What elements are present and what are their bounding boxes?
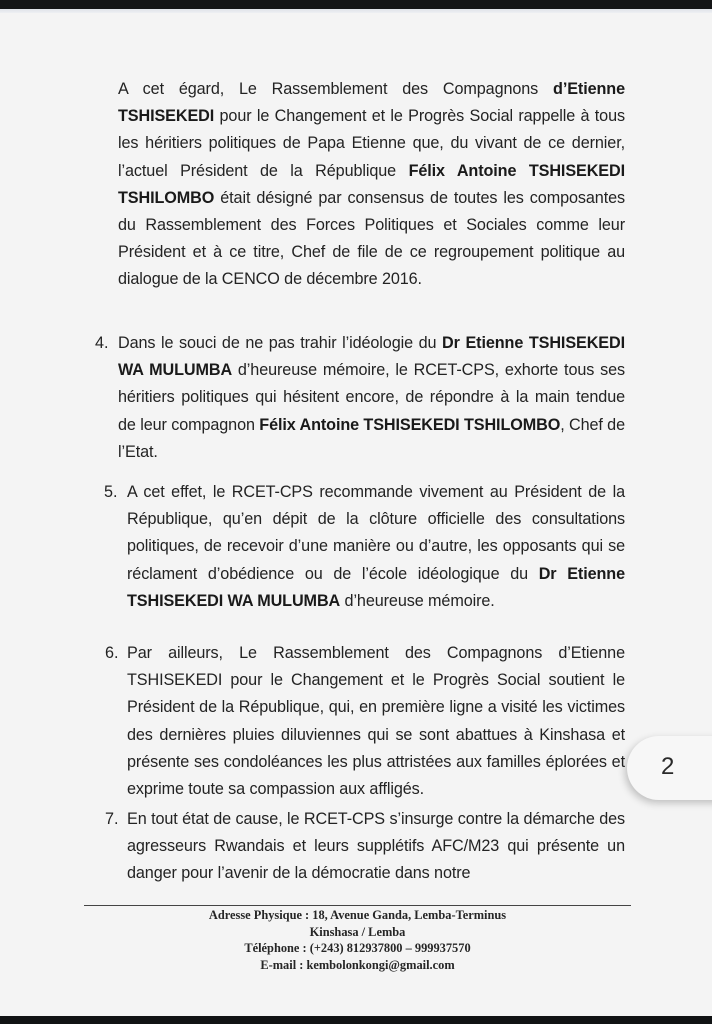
footer-phone: Téléphone : (+243) 812937800 – 999937570 xyxy=(244,941,471,955)
bold-text: Félix Antoine TSHISEKEDI TSHILOMBO xyxy=(259,415,561,434)
page-number: 2 xyxy=(661,753,675,780)
bottom-navigation-bar xyxy=(0,1016,712,1024)
body-text: était désigné par consensus de toutes les composantes du Rassemblement des Forces Politiques et Sociales comme leur Président et à ce titre, Chef de file de ce regroupement politique au dialogue de la CENCO de décembre 2016. xyxy=(118,188,625,289)
footer-divider xyxy=(84,905,631,906)
list-item-5 xyxy=(127,479,625,615)
bold-text: Dr Etienne TSHISEKEDI WA MULUMBA xyxy=(118,334,625,380)
intro-paragraph xyxy=(118,76,625,294)
bold-text: Félix Antoine TSHISEKEDI TSHILOMBO xyxy=(118,161,625,207)
bold-text: d’Etienne TSHISEKEDI xyxy=(118,80,625,126)
bold-text: Dr Etienne TSHISEKEDI WA MULUMBA xyxy=(127,564,625,610)
footer-city: Kinshasa / Lemba xyxy=(309,924,406,939)
body-text: d’heureuse mémoire. xyxy=(340,591,495,610)
body-text: d’heureuse mémoire, le RCET-CPS, exhorte tous ses héritiers politiques qui hésitent encore, de répondre à la main tendue de leur compagnon xyxy=(118,361,625,434)
top-status-bar xyxy=(0,0,712,9)
item-number: 7. xyxy=(105,810,119,828)
body-text: , Chef de l’Etat. xyxy=(118,415,625,461)
item-number: 6. xyxy=(105,644,119,662)
item-number: 4. xyxy=(95,334,109,352)
footer-address: Adresse Physique : 18, Avenue Ganda, Lemba-Terminus xyxy=(208,908,507,922)
list-item-4 xyxy=(118,330,625,466)
footer-email: E-mail : kembolonkongi@gmail.com xyxy=(260,957,455,972)
body-text: Par ailleurs, Le Rassemblement des Compagnons d’Etienne TSHISEKEDI pour le Changement et le Progrès Social soutient le Président de la République, qui, en première ligne a visité les victimes des dernières pluies diluviennes qui se sont abattues à Kinshasa et présente ses condoléances les plus attristées aux familles éplorées et exprime toute sa compassion aux affligés. xyxy=(127,644,625,799)
body-text: En tout état de cause, le RCET-CPS s’insurge contre la démarche des agresseurs Rwandais et leurs supplétifs AFC/M23 qui présente un danger pour l’avenir de la démocratie dans notre xyxy=(127,810,625,883)
body-text: pour le Changement et le Progrès Social rappelle à tous les héritiers politiques de Papa Etienne que, du vivant de ce dernier, l’actuel Président de la République xyxy=(118,107,625,180)
item-number: 5. xyxy=(104,483,118,501)
footer-contact xyxy=(84,907,631,973)
body-text: A cet égard, Le Rassemblement des Compagnons xyxy=(118,80,554,98)
list-item-6 xyxy=(127,640,625,803)
page-number-indicator[interactable] xyxy=(627,736,712,800)
body-text: A cet effet, le RCET-CPS recommande vivement au Président de la République, qu’en dépit de la clôture officielle des consultations politiques, de recevoir d’une manière ou d’autre, les opposants qui se réclament d’obédience ou de l’école idéologique du xyxy=(127,483,625,583)
list-item-7 xyxy=(127,806,625,888)
body-text: Dans le souci de ne pas trahir l’idéologie du xyxy=(118,334,443,352)
